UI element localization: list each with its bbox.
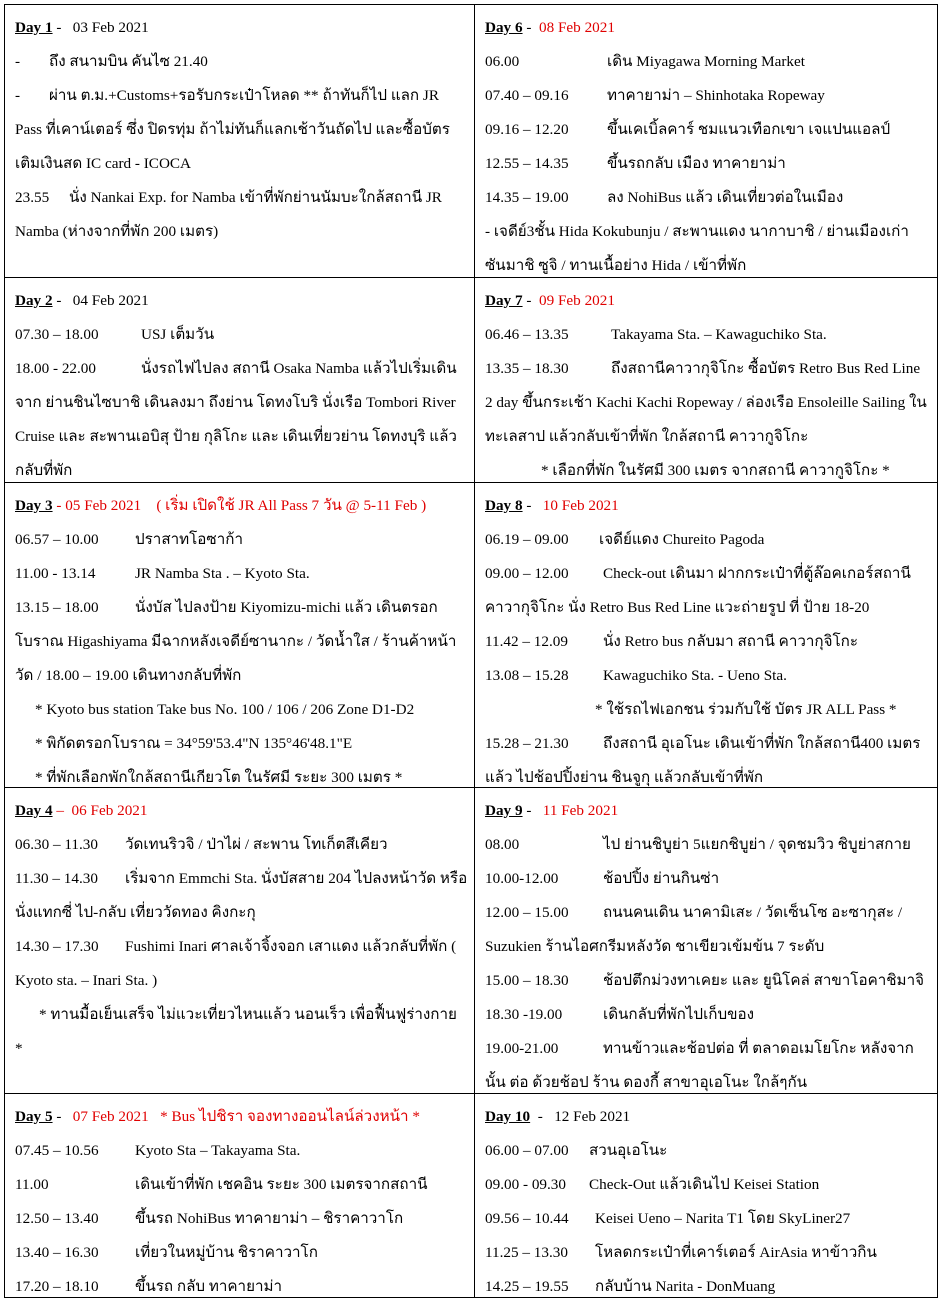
line-time: 11.30 – 14.30	[15, 870, 98, 887]
schedule-line	[15, 591, 468, 693]
line-text: Fushimi Inari ศาลเจ้าจิ้งจอก เสาแดง แล้วกลับที่พัก ( Kyoto sta. – Inari Sta. )	[15, 938, 457, 989]
line-time: 09.16 – 12.20	[485, 121, 569, 138]
day-cell-3	[5, 483, 474, 787]
line-text: เจดีย์แดง Chureito Pagoda	[599, 531, 765, 548]
day-label: Day 9	[485, 802, 523, 819]
day-date: 12 Feb 2021	[554, 1108, 631, 1125]
schedule-line	[15, 352, 468, 482]
day-label: Day 3	[15, 497, 53, 514]
line-time: 13.08 – 15.28	[485, 667, 569, 684]
line-text: นั่ง Nankai Exp. for Namba เข้าที่พักย่านนัมบะใกล้สถานี JR Namba (ห่างจากที่พัก 200 เมตร)	[15, 189, 442, 240]
line-time: 14.30 – 17.30	[15, 938, 99, 955]
line-time: 07.30 – 18.00	[15, 326, 99, 343]
line-text: Keisei Ueno – Narita T1 โดย SkyLiner27	[595, 1210, 851, 1227]
schedule-line	[485, 1032, 931, 1093]
line-text: เดิน Miyagawa Morning Market	[607, 53, 805, 70]
schedule-line	[15, 1236, 468, 1270]
schedule-line	[485, 1168, 931, 1202]
day-header: Day 3 - 05 Feb 2021 ( เริ่ม เปิดใช้ JR All Pass 7 วัน @ 5-11 Feb )	[15, 497, 427, 514]
schedule-line	[485, 79, 931, 113]
schedule-line	[15, 79, 468, 181]
day-header: Day 9 - 11 Feb 2021	[485, 802, 619, 819]
schedule-line	[485, 557, 931, 625]
schedule-line	[485, 998, 931, 1032]
line-text: USJ เต็มวัน	[141, 326, 215, 343]
day-cell-5	[5, 1094, 474, 1297]
line-time: 15.00 – 18.30	[485, 972, 569, 989]
line-time: 14.35 – 19.00	[485, 189, 569, 206]
schedule-line	[15, 1134, 468, 1168]
itinerary-table	[4, 4, 938, 1298]
line-text: ทานข้าวและช้อปต่อ ที่ ตลาดอเมโยโกะ หลังจากนั้น ต่อ ด้วยช้อป ร้าน ดองกี้ สาขาอุเอโนะ ใกล้ๆกัน	[485, 1040, 914, 1091]
line-text: นั่ง Retro bus กลับมา สถานี คาวากุจิโกะ	[603, 633, 859, 650]
line-text: ผ่าน ต.ม.+Customs+รอรับกระเป๋าโหลด ** ถ้าทันก็ไป แลก JR Pass ที่เคาน์เตอร์ ซึ่ง ปิดรทุ่ม ถ้าไม่ทันก็แลกเช้าวันถัดไป และซื้อบัตรเติมเงินสด IC card - ICOCA	[15, 87, 450, 172]
day-header: Day 1 - 03 Feb 2021	[15, 19, 149, 36]
schedule-note: * ใช้รถไฟเอกชน ร่วมกับใช้ บัตร JR ALL Pass *	[595, 701, 897, 718]
line-text: Kawaguchiko Sta. - Ueno Sta.	[603, 667, 787, 684]
line-text: โหลดกระเป๋าที่เคาร์เตอร์ AirAsia หาข้าวกิน	[595, 1244, 877, 1261]
line-text: Kyoto Sta – Takayama Sta.	[135, 1142, 301, 1159]
day-cell-2	[5, 278, 474, 482]
line-text: ขึ้นรถกลับ เมือง ทาคายาม่า	[607, 155, 786, 172]
line-text: ถึงสถานีคาวากุจิโกะ ซื้อบัตร Retro Bus Red Line 2 day ขึ้นกระเช้า Kachi Kachi Ropeway / ล่องเรือ Ensoleille Sailing ในทะเลสาป แล้วกลับเข้าที่พัก ใกล้สถานี คาวากูจิโกะ	[485, 360, 927, 445]
schedule-line	[15, 318, 468, 352]
line-text: เดินกลับที่พักไปเก็บของ	[603, 1006, 755, 1023]
schedule-line	[485, 45, 931, 79]
schedule-note: * ที่พักเลือกพักใกล้สถานีเกียวโต ในรัศมี ระยะ 300 เมตร *	[35, 769, 403, 786]
day-cell-6	[475, 5, 937, 277]
line-time: 07.40 – 09.16	[485, 87, 569, 104]
line-text: วัดเทนริวจิ / ป่าไผ่ / สะพาน โทเก็ตสึเคียว	[125, 836, 388, 853]
line-text: กลับบ้าน Narita - DonMuang	[595, 1278, 776, 1295]
day-note: * Bus ไปชิรา จองทางออนไลน์ล่วงหน้า *	[160, 1108, 420, 1125]
schedule-line	[485, 318, 931, 352]
line-time: 08.00	[485, 836, 520, 853]
day-date: 06 Feb 2021	[71, 802, 148, 819]
line-time: 06.46 – 13.35	[485, 326, 569, 343]
schedule-line	[485, 727, 931, 787]
day-header: Day 10 - 12 Feb 2021	[485, 1108, 631, 1125]
line-time: 09.00 - 09.30	[485, 1176, 566, 1193]
line-time: 06.00 – 07.00	[485, 1142, 569, 1159]
schedule-line	[485, 1270, 931, 1297]
schedule-line	[485, 896, 931, 964]
day-date: 04 Feb 2021	[72, 292, 149, 309]
day-label: Day 2	[15, 292, 53, 309]
line-text: ขึ้นรถ NohiBus ทาคายาม่า – ชิราคาวาโก	[135, 1210, 404, 1227]
day-date: 08 Feb 2021	[539, 19, 615, 36]
line-text: Check-out เดินมา ฝากกระเป๋าที่ตู้ล๊อคเกอร์สถานี คาวากุจิโกะ นั่ง Retro Bus Red Line แวะถ่ายรูป ที่ ป้าย 18-20	[485, 565, 911, 616]
line-text: ถึงสถานี อุเอโนะ เดินเข้าที่พัก ใกล้สถานี400 เมตร แล้ว ไปช้อปปิ้งย่าน ชินจูกุ แล้วกลับเข้าที่พัก	[485, 735, 921, 786]
schedule-note: * Kyoto bus station Take bus No. 100 / 106 / 206 Zone D1-D2	[35, 701, 415, 718]
schedule-line	[485, 113, 931, 147]
day-header: Day 7 - 09 Feb 2021	[485, 292, 615, 309]
day-date: 05 Feb 2021	[65, 497, 142, 514]
schedule-line	[485, 147, 931, 181]
line-text: ลง NohiBus แล้ว เดินเที่ยวต่อในเมือง	[607, 189, 844, 206]
day-label: Day 5	[15, 1108, 53, 1125]
day-cell-4	[5, 788, 474, 1093]
line-time: 11.00	[15, 1176, 49, 1193]
line-time: 19.00-21.00	[485, 1040, 559, 1057]
day-cell-8	[475, 483, 937, 787]
day-header: Day 5 - 07 Feb 2021 * Bus ไปชิรา จองทางออนไลน์ล่วงหน้า *	[15, 1108, 420, 1125]
day-date: 03 Feb 2021	[72, 19, 149, 36]
day-label: Day 4	[15, 802, 53, 819]
line-time: 11.42 – 12.09	[485, 633, 568, 650]
day-header: Day 4 – 06 Feb 2021	[15, 802, 148, 819]
line-time: 13.35 – 18.30	[485, 360, 569, 377]
day-header: Day 6 - 08 Feb 2021	[485, 19, 615, 36]
day-label: Day 8	[485, 497, 523, 514]
schedule-line	[485, 625, 931, 659]
line-time: 12.55 – 14.35	[485, 155, 569, 172]
line-text: เที่ยวในหมู่บ้าน ชิราคาวาโก	[135, 1244, 318, 1261]
day-header: Day 8 - 10 Feb 2021	[485, 497, 619, 514]
line-text: ช้อปตึกม่วงทาเคยะ และ ยูนิโคล่ สาขาโอคาชิมาจิ	[603, 972, 924, 989]
line-time: 14.25 – 19.55	[485, 1278, 569, 1295]
schedule-line	[485, 1134, 931, 1168]
day-cell-7	[475, 278, 937, 482]
day-date: 09 Feb 2021	[539, 292, 615, 309]
line-time: 12.00 – 15.00	[485, 904, 569, 921]
line-text: ทาคายาม่า – Shinhotaka Ropeway	[607, 87, 825, 104]
line-text: ปราสาทโอซาก้า	[135, 531, 243, 548]
day-label: Day 10	[485, 1108, 531, 1125]
day-date: 10 Feb 2021	[542, 497, 619, 514]
line-text: Takayama Sta. – Kawaguchiko Sta.	[611, 326, 827, 343]
schedule-note: * พิกัดตรอกโบราณ = 34°59'53.4"N 135°46'48.1"E	[35, 735, 353, 752]
line-time: -	[15, 53, 21, 70]
line-text: JR Namba Sta . – Kyoto Sta.	[135, 565, 310, 582]
schedule-line	[15, 557, 468, 591]
line-time: 11.25 – 13.30	[485, 1244, 568, 1261]
schedule-line	[15, 1202, 468, 1236]
line-text: นั่งรถไฟไปลง สถานี Osaka Namba แล้วไปเริ่มเดินจาก ย่านชินไซบาชิ เดินลงมา ถึงย่าน โดทงโบริ นั่งเรือ Tombori River Cruise และ สะพานเอบิสุ ป้าย กุลิโกะ และ เดินเที่ยวย่าน โดทงบุริ แล้ว กลับที่พัก	[15, 360, 457, 479]
line-text: ขึ้นเคเบิ้ลคาร์ ชมแนวเทือกเขา เจแปนแอลป์	[607, 121, 891, 138]
line-text: ไป ย่านชิบูย่า 5แยกชิบูย่า / จุดชมวิว ชิบูย่าสกาย	[603, 836, 911, 853]
schedule-note: * เลือกที่พัก ในรัศมี 300 เมตร จากสถานี คาวากูจิโกะ *	[541, 462, 890, 479]
line-time: 07.45 – 10.56	[15, 1142, 99, 1159]
line-text: Check-Out แล้วเดินไป Keisei Station	[589, 1176, 820, 1193]
schedule-line	[15, 1270, 468, 1297]
schedule-line	[15, 930, 468, 998]
line-time: 06.00	[485, 53, 520, 70]
line-time: 18.00 - 22.00	[15, 360, 96, 377]
schedule-line	[485, 1202, 931, 1236]
day-cell-10	[475, 1094, 937, 1297]
line-time: 09.56 – 10.44	[485, 1210, 569, 1227]
line-time: 23.55	[15, 189, 50, 206]
schedule-line	[15, 523, 468, 557]
schedule-line	[485, 1236, 931, 1270]
schedule-line	[15, 828, 468, 862]
line-time: -	[15, 87, 21, 104]
line-text: เริ่มจาก Emmchi Sta. นั่งบัสสาย 204 ไปลงหน้าวัด หรือ นั่งแทกซี่ ไป-กลับ เที่ยววัดทอง คิงกะกุ	[15, 870, 468, 921]
line-time: 11.00 - 13.14	[15, 565, 96, 582]
line-text: ถึง สนามบิน คันไซ 21.40	[49, 53, 208, 70]
line-time: 06.57 – 10.00	[15, 531, 99, 548]
schedule-line	[15, 45, 468, 79]
line-time: 17.20 – 18.10	[15, 1278, 99, 1295]
line-time: 13.40 – 16.30	[15, 1244, 99, 1261]
line-time: 12.50 – 13.40	[15, 1210, 99, 1227]
line-time: 06.30 – 11.30	[15, 836, 98, 853]
line-time: 15.28 – 21.30	[485, 735, 569, 752]
schedule-line	[485, 181, 931, 215]
line-time: 06.19 – 09.00	[485, 531, 569, 548]
line-time: 10.00-12.00	[485, 870, 559, 887]
day-header: Day 2 - 04 Feb 2021	[15, 292, 149, 309]
schedule-line	[485, 828, 931, 862]
schedule-line	[15, 862, 468, 930]
day-note: ( เริ่ม เปิดใช้ JR All Pass 7 วัน @ 5-11 Feb )	[156, 497, 427, 514]
schedule-note: - เจดีย์3ชั้น Hida Kokubunju / สะพานแดง นากาบาชิ / ย่านเมืองเก่า ซันมาชิ ซูจิ / ทานเนื้อย่าง Hida / เข้าที่พัก	[485, 223, 909, 274]
day-label: Day 7	[485, 292, 523, 309]
schedule-line	[485, 523, 931, 557]
line-time: 13.15 – 18.00	[15, 599, 99, 616]
line-text: สวนอุเอโนะ	[589, 1142, 668, 1159]
line-text: นั่งบัส ไปลงป้าย Kiyomizu-michi แล้ว เดินตรอกโบราณ Higashiyama มีฉากหลังเจดีย์ซานากะ / วัดน้ำใส / ร้านค้าหน้าวัด / 18.00 – 19.00 เดินทางกลับที่พัก	[15, 599, 457, 684]
schedule-line	[485, 352, 931, 454]
line-text: ช้อปปิ้ง ย่านกินซ่า	[603, 870, 720, 887]
day-label: Day 6	[485, 19, 523, 36]
schedule-line	[15, 181, 468, 249]
line-text: เดินเข้าที่พัก เชคอิน ระยะ 300 เมตรจากสถานี	[135, 1176, 428, 1193]
line-text: ถนนคนเดิน นาคามิเสะ / วัดเซ็นโซ อะซากุสะ / Suzukien ร้านไอศกรีมหลังวัด ชาเขียวเข้มข้น 7 ระดับ	[485, 904, 903, 955]
day-date: 11 Feb 2021	[542, 802, 619, 819]
schedule-line	[485, 964, 931, 998]
day-label: Day 1	[15, 19, 53, 36]
line-text: ขึ้นรถ กลับ ทาคายาม่า	[135, 1278, 283, 1295]
day-cell-9	[475, 788, 937, 1093]
schedule-line	[485, 862, 931, 896]
day-cell-1	[5, 5, 474, 277]
schedule-line	[485, 659, 931, 693]
schedule-note: * ทานมื้อเย็นเสร็จ ไม่แวะเที่ยวไหนแล้ว นอนเร็ว เพื่อฟื้นฟูร่างกาย *	[15, 1006, 457, 1057]
day-date: 07 Feb 2021	[72, 1108, 149, 1125]
line-time: 09.00 – 12.00	[485, 565, 569, 582]
schedule-line	[15, 1168, 468, 1202]
line-time: 18.30 -19.00	[485, 1006, 563, 1023]
